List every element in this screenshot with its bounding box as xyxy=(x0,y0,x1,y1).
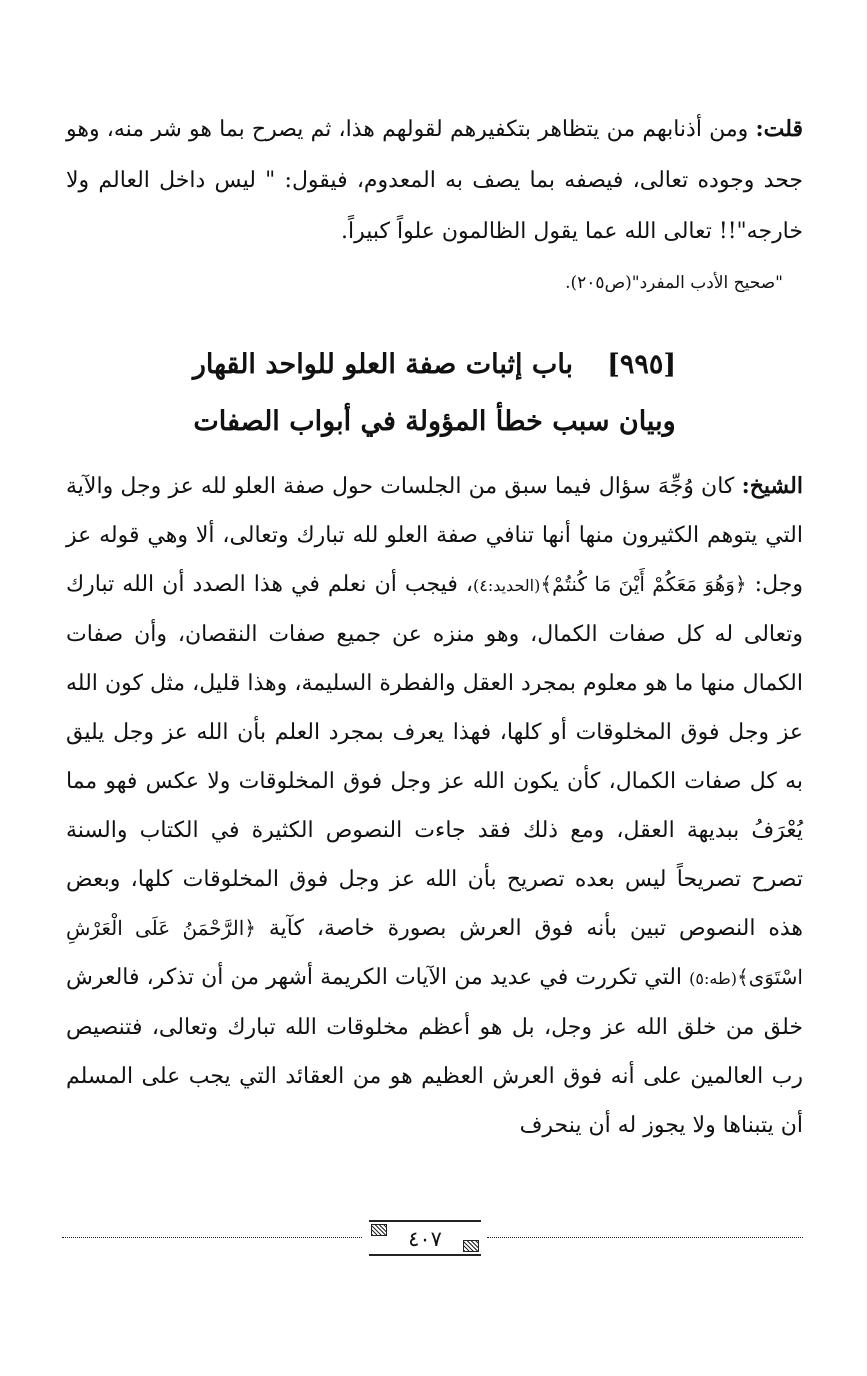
page-number-frame xyxy=(369,1220,481,1256)
main-text-part3: التي تكررت في عديد من الآيات الكريمة أشهر من أن تذكر، فالعرش خلق من خلق الله عز وجل، بل هو أعظم مخلوقات الله تبارك وتعالى، فتنصيص رب العالمين على أنه فوق العرش العظيم هو من العقائد التي يجب على المسلم أن يتبناها ولا يجوز له أن ينحرف xyxy=(66,965,803,1138)
verse-reference-1: (الحديد:٤) xyxy=(472,576,541,595)
verse-reference-2: (طه:٥) xyxy=(689,969,737,988)
chapter-heading xyxy=(66,336,803,450)
main-text-part1: كان وُجِّهَ سؤال فيما سبق من الجلسات حول صفة العلو لله عز وجل والآية التي يتوهم الكثيرون منها أنها تنافي صفة العلو لله تبارك وتعالى، ألا وهي قوله عز وجل: xyxy=(66,474,803,597)
main-text-part2: ، فيجب أن نعلم في هذا الصدد أن الله تبارك وتعالى له كل صفات الكمال، وهو منزه عن جميع صفات النقصان، وأن صفات الكمال منها ما هو معلوم بمجرد العقل والفطرة السليمة، وهذا قليل، مثل كون الله عز وجل فوق المخلوقات أو كلها، فهذا يعرف بمجرد العلم بأن الله عز وجل يليق به كل صفات الكمال، كأن يكون الله عز وجل فوق المخلوقات ولا عكس فهو مما يُعْرَفُ ببديهة العقل، ومع ذلك فقد جاءت النصوص الكثيرة في الكتاب والسنة تصرح تصريحاً ليس بعده تصريح بأن الله عز وجل فوق المخلوقات كلها، وبعض هذه النصوص تبين بأنه فوق العرش بصورة خاصة، كآية xyxy=(66,572,803,941)
intro-lead-word: قلت: xyxy=(755,116,803,142)
page-number: ٤٠٧ xyxy=(408,1227,442,1251)
quran-verse-1: ﴿وَهُوَ مَعَكُمْ أَيْنَ مَا كُنتُمْ﴾ xyxy=(540,572,747,596)
footer-dotted-rule-left xyxy=(62,1237,362,1238)
intro-text: ومن أذنابهم من يتظاهر بتكفيرهم لقولهم هذا، ثم يصرح بما هو شر منه، وهو جحد وجوده تعالى، فيصفه بما يصف به المعدوم، فيقول: " ليس داخل العالم ولا خارجه"!! تعالى الله عما يقول الظالمون علواً كبيراً. xyxy=(66,117,803,244)
main-paragraph xyxy=(66,462,803,1150)
chapter-title-line2: وبيان سبب خطأ المؤولة في أبواب الصفات xyxy=(193,406,676,437)
source-citation: "صحيح الأدب المفرد"(ص٢٠٥). xyxy=(565,273,783,293)
main-lead-word: الشيخ: xyxy=(741,473,803,499)
chapter-number: [٩٩٥] xyxy=(607,349,677,380)
chapter-title-line1: باب إثبات صفة العلو للواحد القهار xyxy=(192,349,574,380)
footer-dotted-rule-right xyxy=(487,1237,803,1238)
intro-paragraph xyxy=(66,104,803,257)
chapter-heading-line1 xyxy=(66,336,803,393)
quran-verse-2: ﴿الرَّحْمَنُ عَلَى الْعَرْشِ اسْتَوَى﴾ xyxy=(66,916,803,989)
